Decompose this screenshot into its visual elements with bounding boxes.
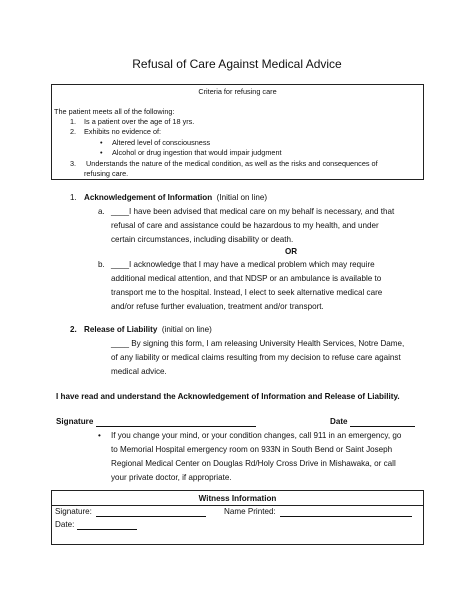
option-a-line-1: ____I have been advised that medical care on my behalf is necessary, and that <box>111 207 395 216</box>
date-field[interactable] <box>350 418 415 427</box>
witness-name-label: Name Printed: <box>224 507 276 516</box>
date-label: Date <box>330 417 348 426</box>
instruction-line-3: Regional Medical Center on Douglas Rd/Holy Cross Drive in Mishawaka, or call <box>111 459 396 468</box>
bullet-icon: • <box>100 148 103 157</box>
option-a-line-3: certain circumstances, including disability or death. <box>111 235 294 244</box>
release-line-3: medical advice. <box>111 367 167 376</box>
criteria-item-1: Is a patient over the age of 18 yrs. <box>84 117 195 126</box>
witness-signature-field[interactable] <box>96 508 206 517</box>
page-title: Refusal of Care Against Medical Advice <box>132 57 342 71</box>
witness-heading: Witness Information <box>198 494 277 503</box>
acknowledgement-statement: I have read and understand the Acknowledgement of Information and Release of Liability. <box>56 392 400 401</box>
criteria-item-2-number: 2. <box>70 127 77 136</box>
criteria-sub-item-1: Altered level of consciousness <box>112 138 211 147</box>
option-b-line-2: additional medical attention, and that NDSP or an ambulance is available to <box>111 274 382 283</box>
instruction-line-2: to Memorial Hospital emergency room on 933N in South Bend or Saint Joseph <box>111 445 393 454</box>
section-2-heading: Release of Liability <box>84 325 158 334</box>
option-b-line-1: ____I acknowledge that I may have a medical problem which may require <box>111 260 375 269</box>
witness-date-label: Date: <box>55 520 75 529</box>
criteria-item-2: Exhibits no evidence of: <box>84 127 162 136</box>
criteria-item-3-line-1: Understands the nature of the medical condition, as well as the risks and consequences of <box>86 159 378 168</box>
option-a-label: a. <box>98 207 105 216</box>
release-line-2: of any liability or medical claims resulting from my decision to refuse care against <box>111 353 401 362</box>
criteria-item-1-number: 1. <box>70 117 77 126</box>
option-a-line-2: refusal of care and assistance could be hazardous to my health, and under <box>111 221 379 230</box>
section-2-number: 2. <box>70 325 77 334</box>
section-1-note: (Initial on line) <box>216 193 268 202</box>
criteria-intro: The patient meets all of the following: <box>54 107 175 116</box>
criteria-item-3-number: 3. <box>70 159 77 168</box>
signature-label: Signature <box>56 417 94 426</box>
option-b-label: b. <box>98 260 105 269</box>
section-2-note: (initial on line) <box>161 325 212 334</box>
witness-name-field[interactable] <box>280 508 412 517</box>
witness-date-field[interactable] <box>77 521 137 530</box>
section-1-heading: Acknowledgement of Information <box>84 193 213 202</box>
bullet-icon: • <box>98 431 101 440</box>
signature-field[interactable] <box>96 418 256 427</box>
option-b-line-4: and/or refuse further evaluation, treatment and/or transport. <box>111 302 324 311</box>
witness-signature-label: Signature: <box>55 507 92 516</box>
criteria-heading: Criteria for refusing care <box>198 87 277 96</box>
instruction-line-4: your private doctor, if appropriate. <box>111 473 232 482</box>
instruction-line-1: If you change your mind, or your condition changes, call 911 in an emergency, go <box>111 431 402 440</box>
criteria-item-3-line-2: refusing care. <box>84 169 129 178</box>
or-separator: OR <box>285 247 298 256</box>
criteria-sub-item-2: Alcohol or drug ingestion that would impair judgment <box>112 148 282 157</box>
option-b-line-3: transport me to the hospital. Instead, I elect to seek alternative medical care <box>111 288 383 297</box>
section-1-number: 1. <box>70 193 77 202</box>
bullet-icon: • <box>100 138 103 147</box>
release-line-1: ____ By signing this form, I am releasing University Health Services, Notre Dame, <box>111 339 405 348</box>
